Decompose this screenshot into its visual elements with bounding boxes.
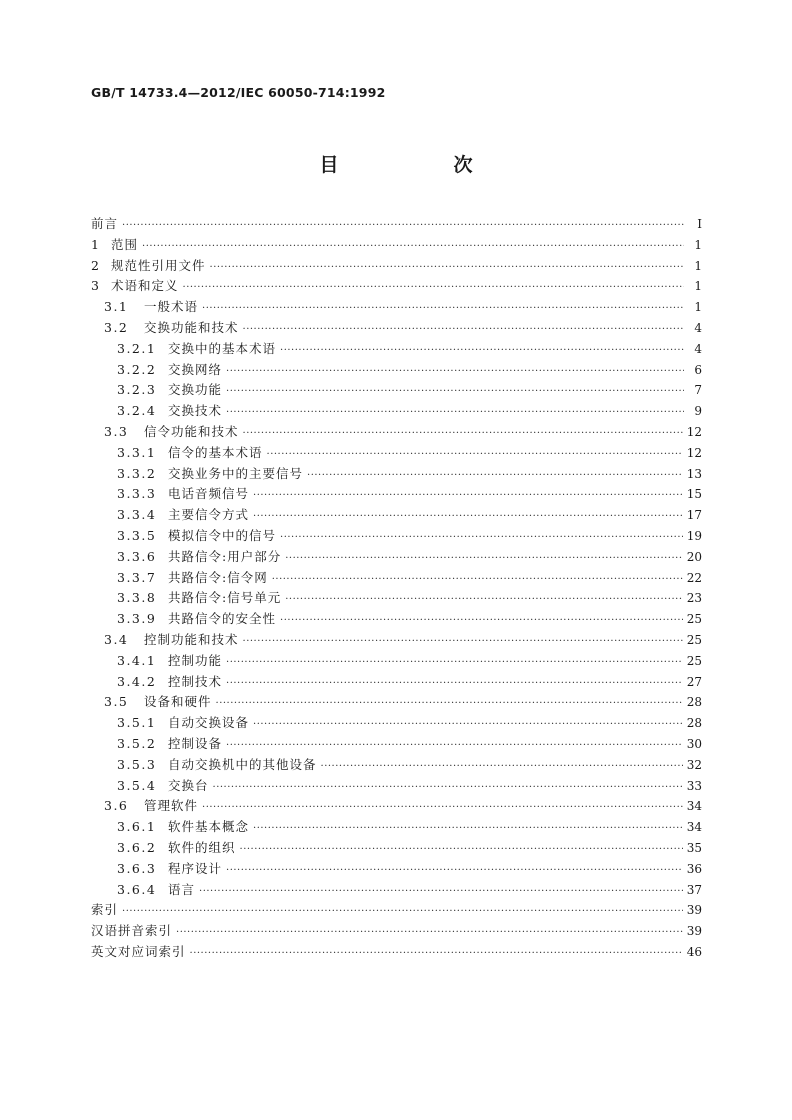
toc-entry-label: 交换中的基本术语 [168, 340, 277, 356]
toc-entry-number: 3.4.2 [117, 673, 157, 689]
toc-entry[interactable] [91, 880, 702, 901]
toc-entry[interactable] [91, 838, 702, 859]
toc-entry-number: 3.3.6 [117, 548, 157, 564]
toc-entry-page-number: 32 [686, 757, 702, 772]
toc-dot-leader [253, 819, 683, 840]
toc-entry[interactable] [91, 796, 702, 817]
table-of-contents [91, 214, 702, 963]
toc-dot-leader [243, 424, 683, 445]
toc-entry-label: 一般术语 [144, 299, 199, 315]
toc-entry-page-number: 39 [686, 903, 702, 918]
toc-entry[interactable] [91, 776, 702, 797]
toc-entry-page-number: 34 [686, 820, 702, 835]
toc-entry[interactable] [91, 443, 702, 464]
toc-entry-number: 1 [91, 236, 101, 252]
toc-entry[interactable] [91, 755, 702, 776]
toc-entry[interactable] [91, 297, 702, 318]
toc-entry-number: 3.6.4 [117, 881, 157, 897]
toc-entry-number: 3.3.2 [117, 465, 157, 481]
toc-dot-leader [321, 757, 683, 778]
toc-entry[interactable] [91, 692, 702, 713]
toc-entry-number: 3.3.9 [117, 611, 157, 627]
standard-code: GB/T 14733.4—2012/IEC 60050-714:1992 [91, 85, 386, 100]
toc-entry[interactable] [91, 734, 702, 755]
toc-entry-label: 自动交换机中的其他设备 [168, 756, 317, 772]
toc-dot-leader [243, 632, 683, 653]
toc-dot-leader [272, 570, 683, 591]
toc-entry-page-number: 12 [686, 445, 702, 460]
toc-entry-number: 3.5.3 [117, 756, 157, 772]
toc-entry-label: 交换功能和技术 [144, 319, 239, 335]
toc-entry[interactable] [91, 484, 702, 505]
toc-entry-label: 程序设计 [168, 860, 223, 876]
toc-entry-page-number: 20 [686, 549, 702, 564]
toc-entry[interactable] [91, 630, 702, 651]
toc-dot-leader [253, 715, 683, 736]
toc-entry[interactable] [91, 401, 702, 422]
toc-dot-leader [210, 258, 684, 279]
toc-entry-page-number: 4 [694, 320, 702, 335]
toc-entry-label: 规范性引用文件 [111, 257, 206, 273]
toc-entry-label: 设备和硬件 [144, 694, 212, 710]
toc-dot-leader [199, 882, 683, 903]
toc-entry-page-number: 9 [694, 404, 702, 419]
toc-entry[interactable] [91, 256, 702, 277]
toc-entry-page-number: 35 [686, 840, 702, 855]
toc-dot-leader [213, 778, 683, 799]
toc-entry-label: 术语和定义 [111, 278, 179, 294]
toc-entry-page-number: 25 [686, 653, 702, 668]
toc-entry-label: 交换技术 [168, 403, 223, 419]
toc-entry-number: 3.6.3 [117, 860, 157, 876]
toc-dot-leader [280, 611, 683, 632]
toc-entry-page-number: 1 [694, 300, 702, 315]
toc-entry-label: 自动交换设备 [168, 715, 250, 731]
toc-dot-leader [285, 549, 683, 570]
toc-entry-label: 控制功能和技术 [144, 631, 239, 647]
toc-entry-page-number: 25 [686, 612, 702, 627]
toc-entry-page-number: 34 [686, 799, 702, 814]
toc-entry-page-number: 1 [694, 258, 702, 273]
toc-entry-label: 模拟信令中的信号 [168, 527, 277, 543]
toc-dot-leader [253, 486, 683, 507]
toc-entry-page-number: 28 [686, 716, 702, 731]
toc-entry-page-number: 1 [694, 237, 702, 252]
toc-entry-page-number: 4 [694, 341, 702, 356]
toc-dot-leader [190, 944, 683, 965]
toc-dot-leader [226, 861, 683, 882]
toc-dot-leader [122, 902, 683, 923]
toc-dot-leader [280, 528, 683, 549]
toc-dot-leader [176, 923, 683, 944]
toc-dot-leader [183, 278, 684, 299]
toc-entry-number: 3.3.5 [117, 527, 157, 543]
toc-entry-label: 软件基本概念 [168, 819, 250, 835]
toc-dot-leader [226, 653, 683, 674]
toc-entry-number: 3.3.1 [117, 444, 157, 460]
toc-entry[interactable] [91, 318, 702, 339]
toc-dot-leader [226, 736, 683, 757]
toc-dot-leader [122, 216, 684, 237]
toc-entry-label: 范围 [111, 236, 139, 252]
toc-entry-number: 3.2.2 [117, 361, 157, 377]
toc-entry-page-number: 37 [686, 882, 702, 897]
toc-dot-leader [202, 798, 683, 819]
toc-entry-label: 控制设备 [168, 735, 223, 751]
toc-dot-leader [267, 445, 683, 466]
toc-entry-number: 3.4 [104, 631, 129, 647]
toc-entry-number: 3.4.1 [117, 652, 157, 668]
toc-dot-leader [226, 382, 684, 403]
toc-entry-label: 前言 [91, 216, 119, 231]
toc-dot-leader [142, 237, 684, 258]
toc-dot-leader [285, 590, 683, 611]
toc-entry[interactable] [91, 360, 702, 381]
toc-entry[interactable] [91, 380, 702, 401]
toc-entry[interactable] [91, 588, 702, 609]
toc-entry-page-number: 28 [686, 695, 702, 710]
toc-entry[interactable] [91, 547, 702, 568]
toc-entry-label: 交换台 [168, 777, 209, 793]
toc-entry-page-number: 23 [686, 591, 702, 606]
toc-dot-leader [226, 362, 684, 383]
toc-entry[interactable] [91, 568, 702, 589]
toc-entry-page-number: 30 [686, 736, 702, 751]
toc-entry-label: 交换业务中的主要信号 [168, 465, 304, 481]
toc-entry-page-number: 1 [694, 279, 702, 294]
toc-entry-label: 共路信令:用户部分 [168, 548, 282, 564]
toc-entry-label: 电话音频信号 [168, 486, 250, 502]
toc-entry[interactable] [91, 339, 702, 360]
toc-entry-number: 3.6 [104, 798, 129, 814]
toc-entry[interactable] [91, 817, 702, 838]
toc-entry-number: 3.6.2 [117, 839, 157, 855]
toc-entry-label: 交换网络 [168, 361, 223, 377]
toc-entry-number: 3.2 [104, 319, 129, 335]
toc-entry-label: 汉语拼音索引 [91, 923, 173, 939]
toc-entry-page-number: 25 [686, 632, 702, 647]
toc-entry-label: 管理软件 [144, 798, 199, 814]
toc-dot-leader [216, 694, 683, 715]
toc-entry[interactable] [91, 235, 702, 256]
toc-dot-leader [307, 466, 683, 487]
toc-entry-label: 共路信令:信号单元 [168, 590, 282, 606]
toc-entry[interactable] [91, 651, 702, 672]
toc-entry-label: 语言 [168, 881, 196, 897]
toc-entry-page-number: 19 [686, 528, 702, 543]
toc-entry-number: 3.2.1 [117, 340, 157, 356]
toc-entry-page-number: 33 [686, 778, 702, 793]
toc-entry-page-number: 7 [694, 383, 702, 398]
toc-entry-label: 控制技术 [168, 673, 223, 689]
toc-entry[interactable] [91, 422, 702, 443]
toc-entry-page-number: 27 [686, 674, 702, 689]
toc-dot-leader [202, 299, 684, 320]
toc-entry-page-number: 36 [686, 861, 702, 876]
toc-entry-label: 主要信令方式 [168, 507, 250, 523]
toc-entry[interactable] [91, 921, 702, 942]
toc-entry[interactable] [91, 526, 702, 547]
toc-entry-page-number: 22 [686, 570, 702, 585]
toc-entry[interactable] [91, 505, 702, 526]
toc-dot-leader [253, 507, 683, 528]
toc-entry-label: 共路信令的安全性 [168, 611, 277, 627]
toc-entry[interactable] [91, 464, 702, 485]
toc-entry[interactable] [91, 214, 702, 235]
toc-entry-label: 英文对应词索引 [91, 943, 186, 959]
toc-entry-number: 3.5.1 [117, 715, 157, 731]
toc-entry-page-number: 46 [686, 944, 702, 959]
toc-entry-number: 3.3.4 [117, 507, 157, 523]
toc-entry-page-number: 15 [686, 487, 702, 502]
toc-entry-number: 3.1 [104, 299, 129, 315]
toc-entry-number: 3.3.7 [117, 569, 157, 585]
toc-entry-number: 3 [91, 278, 101, 294]
toc-entry-number: 3.2.4 [117, 403, 157, 419]
toc-entry-number: 3.5 [104, 694, 129, 710]
toc-entry-number: 3.6.1 [117, 819, 157, 835]
toc-entry-label: 交换功能 [168, 382, 223, 398]
toc-entry-label: 共路信令:信令网 [168, 569, 268, 585]
toc-entry-number: 3.5.4 [117, 777, 157, 793]
toc-entry[interactable] [91, 713, 702, 734]
page-title: 目 次 [319, 154, 521, 176]
toc-entry-label: 软件的组织 [168, 839, 236, 855]
toc-entry-label: 信令的基本术语 [168, 444, 263, 460]
toc-entry-number: 3.3.8 [117, 590, 157, 606]
toc-dot-leader [226, 674, 683, 695]
toc-entry-page-number: 6 [694, 362, 702, 377]
toc-entry[interactable] [91, 900, 702, 921]
toc-entry-page-number: 12 [686, 424, 702, 439]
toc-dot-leader [243, 320, 684, 341]
toc-entry-page-number: 17 [686, 508, 702, 523]
toc-dot-leader [226, 403, 684, 424]
toc-entry[interactable] [91, 609, 702, 630]
toc-entry[interactable] [91, 942, 702, 963]
toc-entry-number: 3.3 [104, 423, 129, 439]
toc-entry-page-number: Ⅰ [697, 217, 702, 231]
toc-entry-page-number: 13 [686, 466, 702, 481]
toc-entry-number: 3.5.2 [117, 735, 157, 751]
toc-dot-leader [280, 341, 684, 362]
toc-entry[interactable] [91, 276, 702, 297]
toc-entry-number: 3.2.3 [117, 382, 157, 398]
toc-dot-leader [240, 840, 683, 861]
toc-entry-label: 控制功能 [168, 652, 223, 668]
toc-entry-number: 3.3.3 [117, 486, 157, 502]
toc-entry-number: 2 [91, 257, 101, 273]
toc-entry[interactable] [91, 672, 702, 693]
toc-entry-page-number: 39 [686, 924, 702, 939]
toc-entry[interactable] [91, 859, 702, 880]
toc-entry-label: 索引 [91, 902, 119, 918]
toc-entry-label: 信令功能和技术 [144, 423, 239, 439]
